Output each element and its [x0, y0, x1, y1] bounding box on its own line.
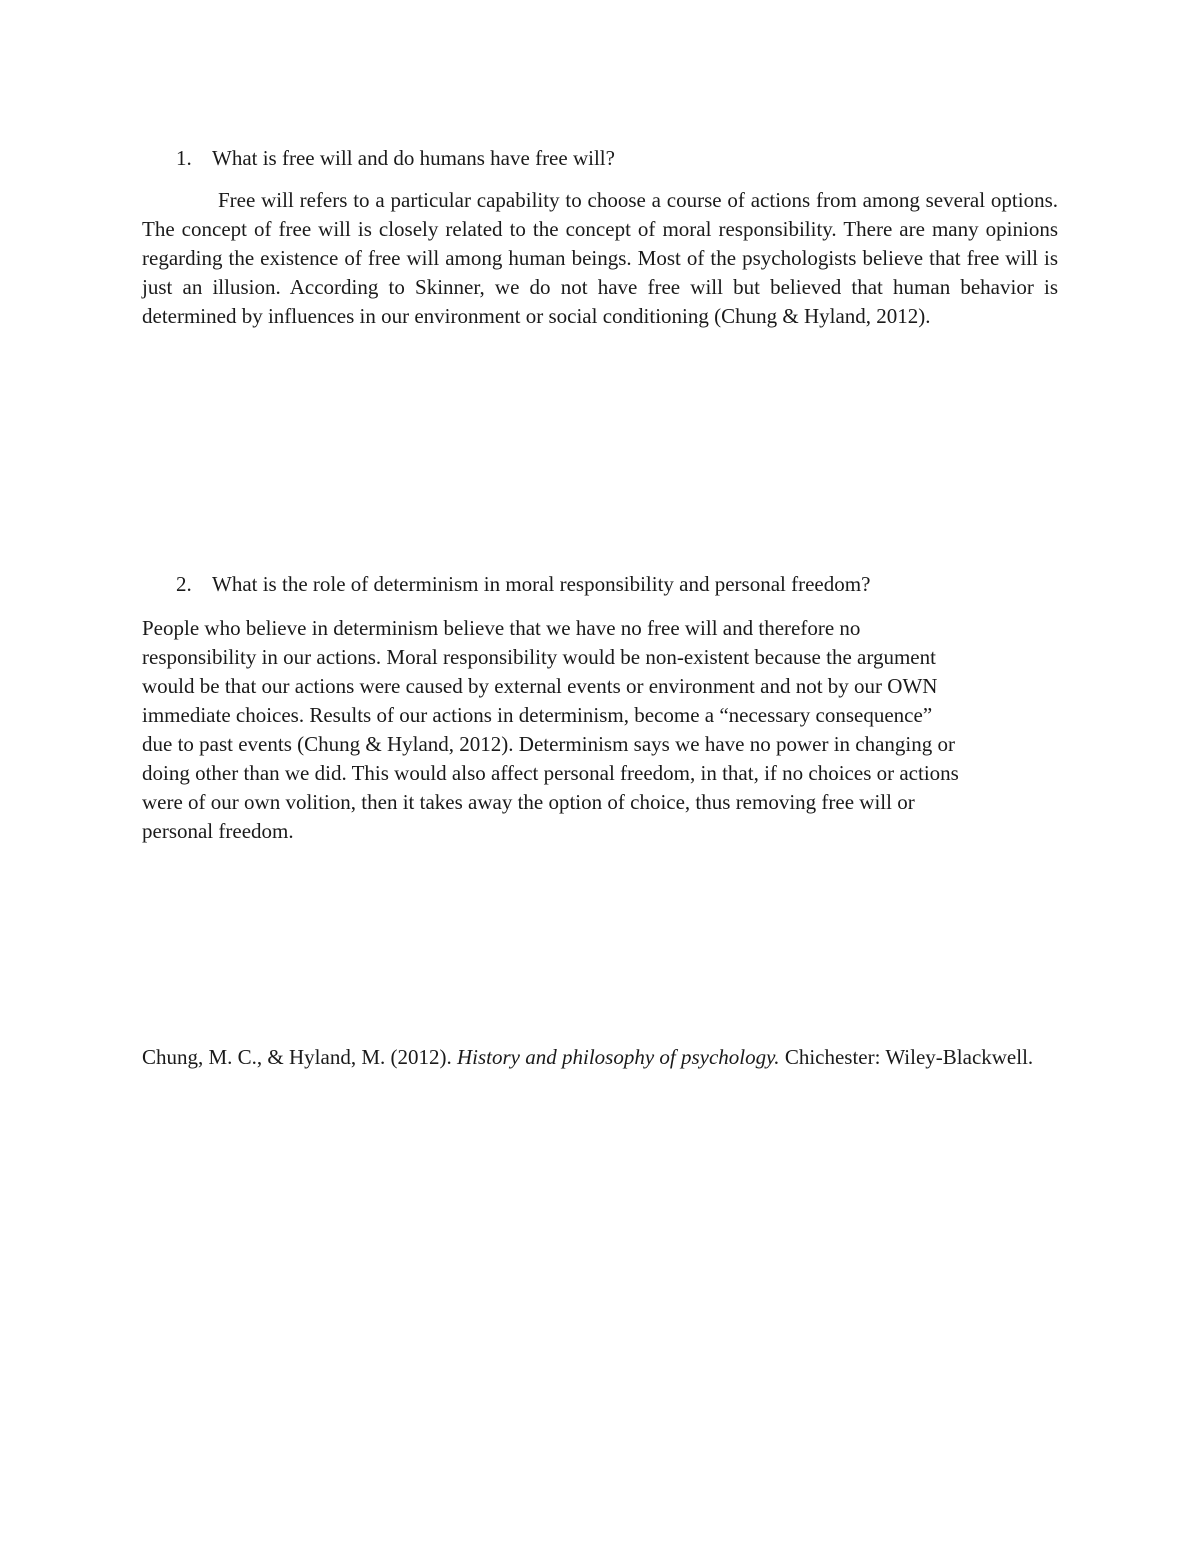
answer-1-text: Free will refers to a particular capability to choose a course of actions from among several options. The concept of free will is closely related to the concept of moral responsibility. There are many opinions regarding the existence of free will among human beings. Most of the psychologists believe that free will is just an illusion. According to Skinner, we do not have free will but believed that human behavior is determined by influences in our environment or social conditioning (Chung & Hyland, 2012). [142, 188, 1058, 328]
answer-2-line: were of our own volition, then it takes away the option of choice, thus removing free will or [142, 790, 915, 814]
answer-1 [142, 186, 1058, 331]
answer-2-line: doing other than we did. This would also affect personal freedom, in that, if no choices or actions [142, 761, 959, 785]
answer-2-line: due to past events (Chung & Hyland, 2012). Determinism says we have no power in changing or [142, 732, 956, 756]
reference-authors: Chung, M. C., & Hyland, M. (2012). [142, 1045, 452, 1069]
question-2 [176, 570, 870, 599]
reference-entry [142, 1043, 1058, 1072]
question-1-text: What is free will and do humans have free will? [212, 146, 615, 170]
answer-2 [142, 614, 1058, 846]
answer-2-line: personal freedom. [142, 819, 294, 843]
question-1-number: 1. [176, 146, 192, 170]
question-2-number: 2. [176, 572, 192, 596]
answer-2-line: People who believe in determinism believe that we have no free will and therefore no [142, 616, 861, 640]
reference-publisher: Chichester: Wiley-Blackwell. [784, 1045, 1034, 1069]
answer-2-line: would be that our actions were caused by external events or environment and not by our OWN [142, 674, 938, 698]
question-1 [176, 144, 615, 173]
reference-title: History and philosophy of psychology. [457, 1045, 780, 1069]
answer-2-line: immediate choices. Results of our actions in determinism, become a “necessary consequence” [142, 703, 933, 727]
question-2-text: What is the role of determinism in moral responsibility and personal freedom? [212, 572, 871, 596]
answer-2-line: responsibility in our actions. Moral responsibility would be non-existent because the argument [142, 645, 936, 669]
